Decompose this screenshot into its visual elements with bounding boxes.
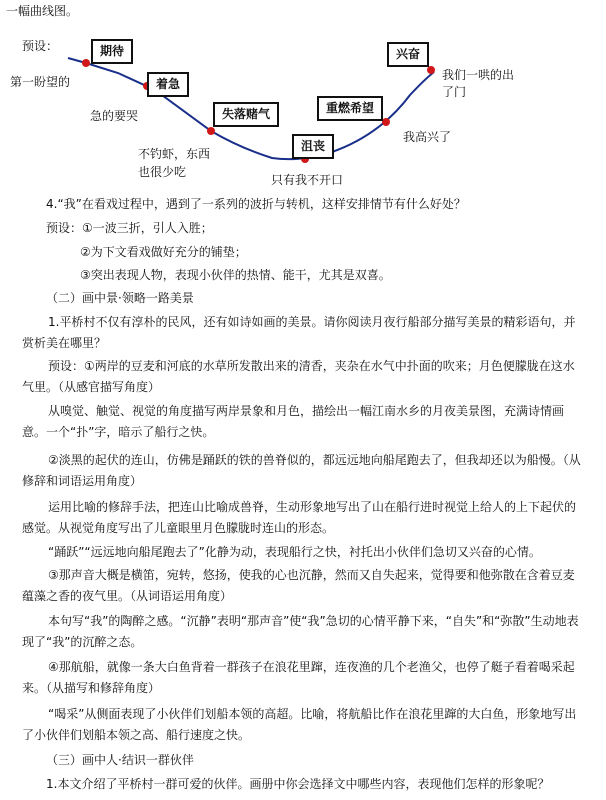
q1c-question: 1.本文介绍了平桥村一群可爱的伙伴。画册中你会选择文中哪些内容，表现他们怎样的形象呢？ <box>46 777 550 791</box>
stage-box-hope: 重燃希望 <box>317 96 383 121</box>
q1-analysis-3: 本句写“我”的陶醉之感。“沉静”表明“那声音”使“我”急切的心情平静下来，“自失”和“弥散”生动地表现了“我”的沉醉之态。 <box>22 614 579 649</box>
preset-label: 预设： <box>22 39 59 53</box>
q1-analysis-2b: “踊跃”“远远地向船尾跑去了”化静为动，表现船行之快，衬托出小伙伴们急切又兴奋的心情。 <box>48 545 541 559</box>
annotation-no-shrimp-2: 也很少吃 <box>138 165 187 179</box>
curve-point-excited <box>427 66 435 74</box>
stage-box-anxious: 着急 <box>147 72 189 97</box>
q1-analysis-4: “喝采”从侧面表现了小伙伴们划船本领的高超。比喻，将航船比作在浪花里蹿的大白鱼，形象地写出了小伙伴们划船本领之高、船行速度之快。 <box>22 707 577 742</box>
q1-analysis-2: 运用比喻的修辞手法，把连山比喻成兽脊，生动形象地写出了山在船行进时视觉上给人的上下起伏的感觉。从视觉角度写出了儿童眼里月色朦胧时连山的形态。 <box>22 500 577 535</box>
stage-box-sulking: 失落赌气 <box>213 102 279 127</box>
annotation-crowd-2: 了门 <box>442 85 467 99</box>
q1-preset-1: 预设：①两岸的豆麦和河底的水草所发散出来的清香，夹杂在水气中扑面的吹来；月色便朦胧在这水气里。（从感官描写角度） <box>22 359 575 394</box>
annotation-no-shrimp-1: 不钓虾，东西 <box>138 147 211 161</box>
stage-box-dejected: 沮丧 <box>292 134 334 159</box>
curve-point-hope <box>382 118 390 126</box>
q4-question: 4.“我”在看戏过程中，遇到了一系列的波折与转机，这样安排情节有什么好处？ <box>46 197 466 211</box>
q1-question: 1.平桥村不仅有淳朴的民风，还有如诗如画的美景。请你阅读月夜行船部分描写美景的精彩语句，并赏析美在哪里？ <box>22 315 576 350</box>
curve-point-sulking <box>207 127 215 135</box>
section-2-title: （二）画中景·领略一路美景 <box>46 291 194 305</box>
intro-line: 一幅曲线图。 <box>6 4 79 18</box>
q4-answer-3: ③突出表现人物，表现小伙伴的热情、能干，尤其是双喜。 <box>80 268 391 282</box>
annotation-silent: 只有我不开口 <box>271 173 344 187</box>
annotation-anxious: 急的要哭 <box>90 109 139 123</box>
q1-preset-2: ②淡黑的起伏的连山，仿佛是踊跃的铁的兽脊似的，都远远地向船尾跑去了，但我却还以为船慢。（从修辞和词语运用角度） <box>22 453 581 488</box>
q4-answer-2: ②为下文看戏做好充分的铺垫； <box>80 245 247 259</box>
curve-point-anticipation <box>82 59 90 67</box>
q1-preset-4: ④那航船，就像一条大白鱼背着一群孩子在浪花里蹿，连夜渔的几个老渔父，也停了艇子看着喝采起来。（从描写和修辞角度） <box>22 660 575 695</box>
q1-analysis-1: 从嗅觉、触觉、视觉的角度描写两岸景象和月色，描绘出一幅江南水乡的月夜美景图，充满诗情画意。一个“扑”字，暗示了船行之快。 <box>22 404 565 439</box>
q4-answer-1: 预设：①一波三折，引人入胜； <box>46 221 213 235</box>
annotation-crowd-1: 我们一哄的出 <box>442 68 515 82</box>
annotation-happy: 我高兴了 <box>403 130 452 144</box>
stage-box-excited: 兴奋 <box>387 42 429 67</box>
q1-preset-3: ③那声音大概是横笛，宛转，悠扬，使我的心也沉静，然而又自失起来，觉得要和他弥散在含着豆麦蕴藻之香的夜气里。（从词语运用角度） <box>22 568 575 603</box>
annotation-first-hope: 第一盼望的 <box>10 75 71 89</box>
section-3-title: （三）画中人·结识一群伙伴 <box>46 753 194 767</box>
stage-box-anticipation: 期待 <box>91 39 133 64</box>
emotion-curve <box>0 0 606 200</box>
